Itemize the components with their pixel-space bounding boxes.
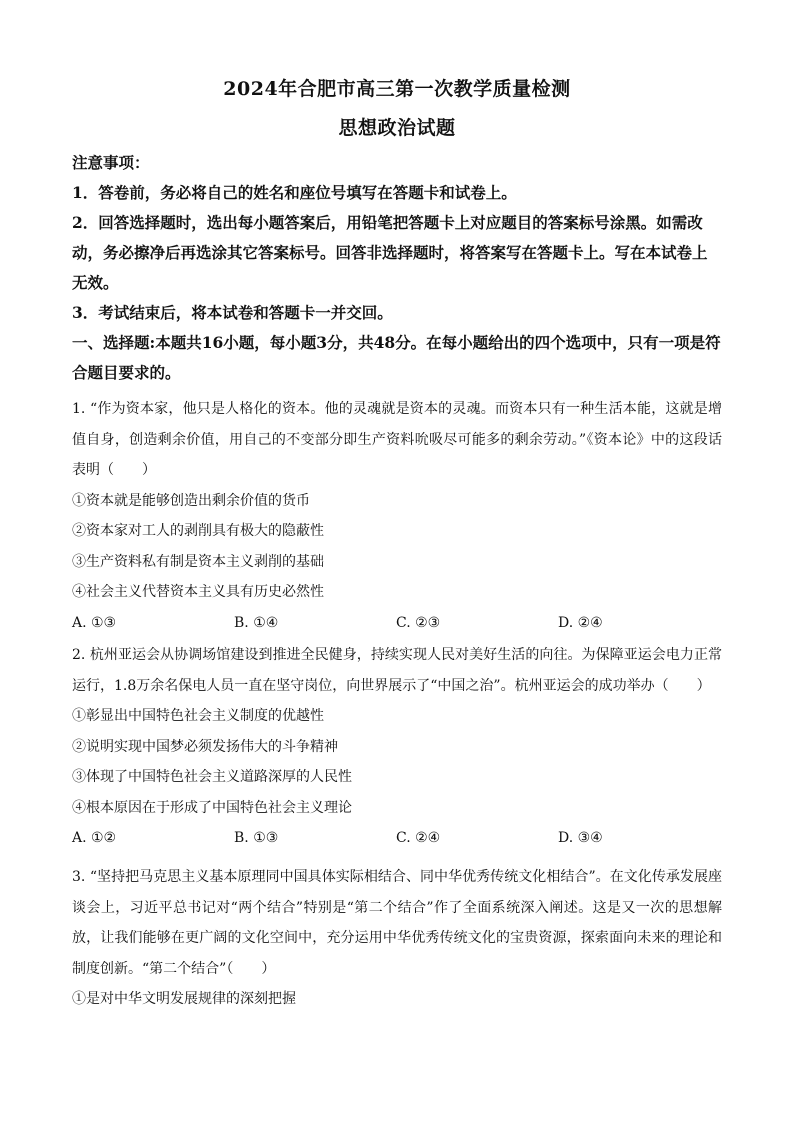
option-d: D. ②④: [558, 614, 603, 631]
option-a: A. ①②: [72, 830, 117, 846]
option-a: A. ①③: [72, 614, 117, 631]
answer-options: [72, 823, 722, 854]
notice-item-1: 1．答卷前，务必将自己的姓名和座位号填写在答题卡和试卷上。: [72, 183, 517, 202]
statement: ④根本原因在于形成了中国特色社会主义理论: [72, 799, 352, 816]
statement: ④社会主义代替资本主义具有历史必然性: [72, 584, 324, 600]
option-d: D. ③④: [558, 830, 603, 846]
statement: ①彰显出中国特色社会主义制度的优越性: [72, 708, 324, 724]
section-heading: 一、选择题:本题共16小题，每小题3分，共48分。在每小题给出的四个选项中，只有一项是符合题目要求的。: [72, 333, 721, 382]
question-1: [72, 394, 722, 638]
statement: ①是对中华文明发展规律的深刻把握: [72, 991, 296, 1007]
statement: ③生产资料私有制是资本主义剥削的基础: [72, 553, 324, 570]
question-stem: 2. 杭州亚运会从协调场馆建设到推进全民健身，持续实现人民对美好生活的向往。为保障亚运会电力正常运行，1.8万余名保电人员一直在坚守岗位，向世界展示了“中国之治”。杭州亚运会的成功举办（ ）: [72, 647, 722, 694]
exam-title: 2024年合肥市高三第一次教学质量检测: [223, 78, 571, 100]
notice-heading: 注意事项：: [72, 153, 150, 172]
answer-options: [72, 608, 722, 639]
statement: ①资本就是能够创造出剩余价值的货币: [72, 492, 310, 509]
notice-item-3: 3．考试结束后，将本试卷和答题卡一并交回。: [72, 303, 393, 322]
notice-item-2: 2．回答选择题时，选出每小题答案后，用铅笔把答题卡上对应题目的答案标号涂黑。如需改动，务必擦净后再选涂其它答案标号。回答非选择题时，将答案写在答题卡上。写在本试卷上无效。: [72, 213, 708, 292]
statement: ③体现了中国特色社会主义道路深厚的人民性: [72, 769, 352, 785]
question-2: [72, 640, 722, 854]
question-3: [72, 862, 722, 1015]
exam-subtitle: 思想政治试题: [338, 117, 456, 139]
notice-block: [72, 148, 722, 388]
question-stem: 3. “坚持把马克思主义基本原理同中国具体实际相结合、同中华优秀传统文化相结合”。在文化传承发展座谈会上，习近平总书记对“两个结合”特别是“第二个结合”作了全面系统深入阐述。这是又一次的思想解放，让我们能够在更广阔的文化空间中，充分运用中华优秀传统文化的宝贵资源，探索面向未来的理论和制度创新。“第二个结合”（ ）: [72, 869, 722, 977]
option-c: C. ②④: [396, 830, 441, 846]
option-b: B. ①④: [234, 614, 279, 631]
statement: ②说明实现中国梦必须发扬伟大的斗争精神: [72, 738, 338, 755]
question-stem: 1. “作为资本家，他只是人格化的资本。他的灵魂就是资本的灵魂。而资本只有一种生活本能，这就是增值自身，创造剩余价值，用自己的不变部分即生产资料吮吸尽可能多的剩余劳动。”《资本论》中的这段话表明（ ）: [72, 401, 722, 478]
option-c: C. ②③: [396, 614, 441, 631]
option-b: B. ①③: [234, 830, 279, 846]
statement: ②资本家对工人的剥削具有极大的隐蔽性: [72, 523, 324, 539]
